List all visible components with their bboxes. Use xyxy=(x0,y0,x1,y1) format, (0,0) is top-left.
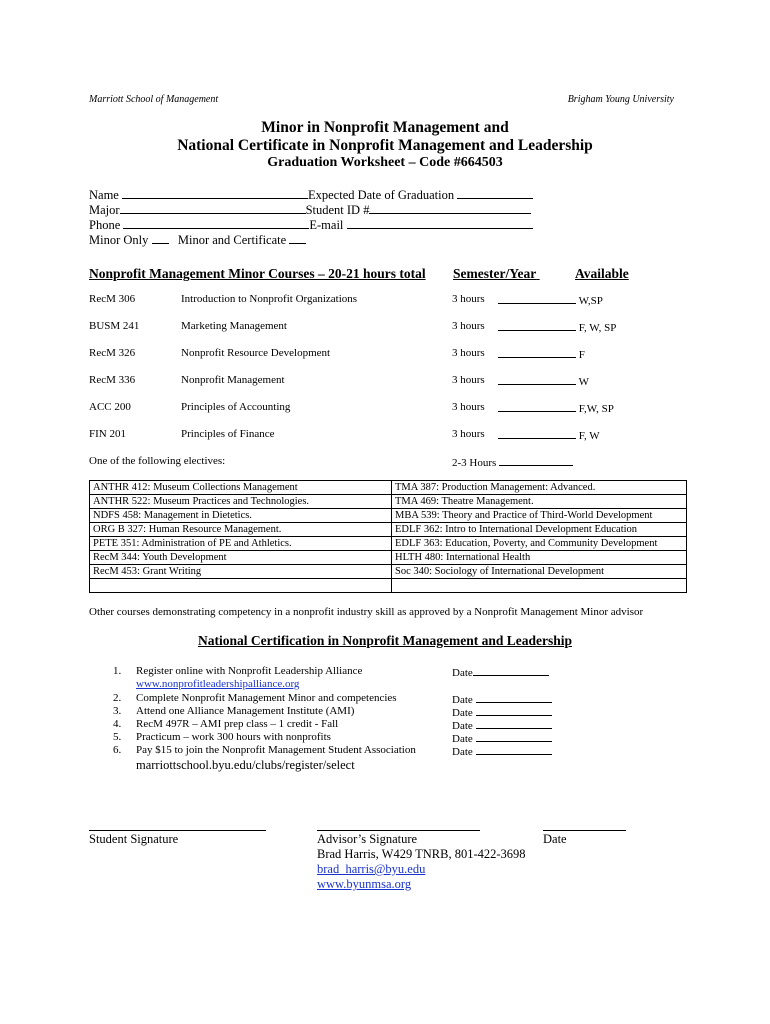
step-date[interactable]: Date xyxy=(452,705,552,719)
other-courses-note: Other courses demonstrating competency in a nonprofit industry skill as approved by a Nonprofit Management Minor advisor xyxy=(89,606,644,618)
step-date[interactable]: Date xyxy=(452,692,552,706)
student-signature-label: Student Signature xyxy=(89,832,179,846)
electives-hours: 2-3 Hours xyxy=(452,455,573,469)
advisor-signature-label: Advisor’s Signature xyxy=(317,832,418,846)
available-heading: Available xyxy=(575,266,629,281)
alliance-link[interactable]: www.nonprofitleadershipalliance.org xyxy=(136,678,300,690)
advisor-contact: Brad Harris, W429 TNRB, 801-422-3698 xyxy=(317,847,526,861)
name-field[interactable]: Name Expected Date of Graduation xyxy=(89,187,533,203)
step-text: RecM 497R – AMI prep class – 1 credit - Fall xyxy=(136,718,339,730)
program-choice[interactable]: Minor Only Minor and Certificate xyxy=(89,232,306,248)
table-row: ORG B 327: Human Resource Management. EDLF 362: Intro to International Development Education xyxy=(90,523,687,537)
table-row: PETE 351: Administration of PE and Athletics. EDLF 363: Education, Poverty, and Community Development xyxy=(90,537,687,551)
table-row: RecM 453: Grant Writing Soc 340: Sociology of International Development xyxy=(90,565,687,579)
certification-heading: National Certification in Nonprofit Management and Leadership xyxy=(198,633,572,648)
electives-table xyxy=(89,480,687,593)
advisor-signature-line[interactable] xyxy=(317,830,480,831)
electives-label: One of the following electives: xyxy=(89,455,226,467)
table-row: RecM 344: Youth Development HLTH 480: International Health xyxy=(90,551,687,565)
step-text: Pay $15 to join the Nonprofit Management Student Association xyxy=(136,744,416,756)
school-name: Marriott School of Management xyxy=(89,94,219,105)
step-date[interactable]: Date xyxy=(452,718,552,732)
semester-year-heading: Semester/Year xyxy=(453,266,537,281)
step-number: 5. xyxy=(113,731,122,743)
step-date[interactable]: Date xyxy=(452,731,552,745)
student-signature-line[interactable] xyxy=(89,830,266,831)
date-label: Date xyxy=(543,832,567,846)
step-number: 2. xyxy=(113,692,122,704)
date-signature-line[interactable] xyxy=(543,830,626,831)
step-date[interactable]: Date xyxy=(452,744,552,758)
phone-field[interactable]: Phone E-mail xyxy=(89,217,533,233)
title-line-3: Graduation Worksheet – Code #664503 xyxy=(267,155,503,170)
advisor-email-link[interactable]: brad_harris@byu.edu xyxy=(317,862,426,876)
table-row: ANTHR 412: Museum Collections Management TMA 387: Production Management: Advanced. xyxy=(90,481,687,495)
table-row: NDFS 458: Management in Dietetics. MBA 539: Theory and Practice of Third-World Development xyxy=(90,509,687,523)
register-url: marriottschool.byu.edu/clubs/register/select xyxy=(136,758,355,772)
step-text: Practicum – work 300 hours with nonprofits xyxy=(136,731,331,743)
major-field[interactable]: Major Student ID # xyxy=(89,202,531,218)
university-name: Brigham Young University xyxy=(567,94,674,105)
step-number: 4. xyxy=(113,718,122,730)
courses-heading: Nonprofit Management Minor Courses – 20-21 hours total xyxy=(89,266,426,281)
table-row: ANTHR 522: Museum Practices and Technologies. TMA 469: Theatre Management. xyxy=(90,495,687,509)
step-text: Complete Nonprofit Management Minor and competencies xyxy=(136,692,397,704)
step-number: 6. xyxy=(113,744,122,756)
step-number: 3. xyxy=(113,705,122,717)
step-number: 1. xyxy=(113,665,122,677)
website-link[interactable]: www.byunmsa.org xyxy=(317,877,412,891)
step-text: Attend one Alliance Management Institute (AMI) xyxy=(136,705,355,717)
title-line-1: Minor in Nonprofit Management and xyxy=(261,119,509,136)
step-text: Register online with Nonprofit Leadership Alliance xyxy=(136,665,363,677)
step-date[interactable]: Date xyxy=(452,665,549,679)
table-row xyxy=(90,579,687,593)
title-line-2: National Certificate in Nonprofit Management and Leadership xyxy=(177,137,593,154)
